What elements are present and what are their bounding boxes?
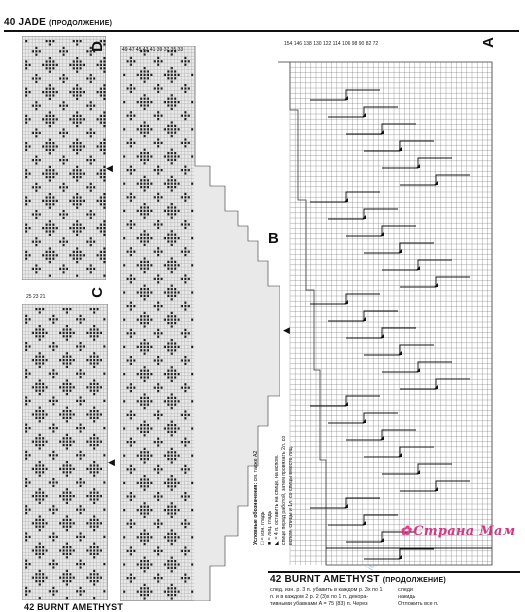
chart-a-col-number: 82 xyxy=(365,41,372,47)
chart-b-letter: B xyxy=(268,230,279,247)
chart-c-row-number: 21 xyxy=(39,294,46,300)
legend-item: спице перед работой, затем провязать 2л. со xyxy=(281,435,287,545)
footer-line: тивными убавками A = 75 (83) п. Через xyxy=(270,601,368,607)
page-header xyxy=(4,17,112,28)
chart-a-col-number: 98 xyxy=(351,41,358,47)
chart-d-letter: D xyxy=(88,41,106,52)
chart-c-row-numbers xyxy=(26,295,45,300)
footer-line: след. изн. р. 3 п. убавить в каждом р. 3х по 1 xyxy=(270,587,383,593)
chart-a-letter: A xyxy=(479,37,497,48)
legend-title: Условные обозначения: xyxy=(253,482,259,545)
footer-section-sub: (ПРОДОЛЖЕНИЕ) xyxy=(382,577,446,584)
footer-rule xyxy=(268,571,520,573)
chart-a-grid xyxy=(270,40,500,570)
chart-b-col-number: 33 xyxy=(177,47,184,53)
chart-a-col-number: 130 xyxy=(313,41,322,47)
chart-b-col-number: 41 xyxy=(149,47,156,53)
footer-line: Отложить все п. xyxy=(398,601,439,607)
legend-purl-icon: □ xyxy=(260,541,266,545)
chart-a-col-numbers xyxy=(284,42,484,47)
chart-c-grid xyxy=(22,304,108,600)
chart-c-arrow-icon: ◀ xyxy=(108,457,115,467)
legend-item: = лиц. гладь xyxy=(267,510,273,541)
header-subtitle: (ПРОДОЛЖЕНИЕ) xyxy=(48,20,113,27)
chart-a-col-number: 122 xyxy=(322,41,332,47)
chart-a-col-number: 146 xyxy=(293,41,303,47)
footer-line: п. и в каждом 2 р. 2 (3)х по 1 п. декора- xyxy=(270,594,369,600)
chart-c-row-number: 25 xyxy=(26,294,32,300)
header-rule xyxy=(4,30,519,32)
footer-text-col1 xyxy=(270,587,382,608)
bottom-left-cut-title: 42 BURNT AMETHYST xyxy=(24,602,124,612)
chart-b-col-number: 45 xyxy=(135,47,142,53)
chart-b-col-number: 37 xyxy=(163,47,170,53)
chart-a-col-number: 90 xyxy=(358,41,365,47)
chart-b-col-numbers xyxy=(122,48,192,53)
legend-item: = изн. гладь xyxy=(260,511,266,541)
header-title: 40 JADE xyxy=(4,17,46,28)
chart-b-col-number: 35 xyxy=(170,47,177,53)
footer-section-header xyxy=(270,574,446,585)
chart-a-col-number: 138 xyxy=(303,41,312,47)
chart-d-arrow-icon: ◀ xyxy=(106,163,113,173)
legend-item: = 4 п. оставить на спице, на вспом. xyxy=(274,454,280,540)
chart-b-col-number: 39 xyxy=(156,47,163,53)
legend-cable-icon: ◣ xyxy=(274,541,280,545)
chart-a-col-number: 114 xyxy=(332,41,341,47)
chart-a-col-number: 72 xyxy=(372,41,379,47)
chart-a-col-number: 106 xyxy=(342,41,351,47)
footer-line: следи xyxy=(398,587,413,593)
footer-text-col2 xyxy=(398,587,439,608)
chart-d-grid xyxy=(22,36,106,280)
watermark-logo-icon: ✿ xyxy=(400,524,412,539)
site-watermark xyxy=(400,524,515,539)
chart-c-letter: C xyxy=(88,287,106,298)
legend-knit-icon: ■ xyxy=(267,541,273,545)
legend-item: вспом. спицы и 1л. со спицы вместе лиц. xyxy=(288,445,294,545)
footer-section-title: 42 BURNT AMETHYST xyxy=(270,574,380,585)
chart-b-arrow-icon: ◀ xyxy=(283,325,290,335)
chart-b-col-number: 43 xyxy=(142,47,149,53)
site-watermark-text: Страна Мам xyxy=(413,524,516,539)
chart-c-row-number: 23 xyxy=(32,294,39,300)
legend-see-also: см. также A2 xyxy=(253,450,259,482)
chart-b-col-number: 47 xyxy=(128,47,135,53)
chart-b-col-number: 49 xyxy=(122,47,128,53)
chart-a-col-number: 154 xyxy=(284,41,293,47)
footer-line: накидь xyxy=(398,594,416,600)
